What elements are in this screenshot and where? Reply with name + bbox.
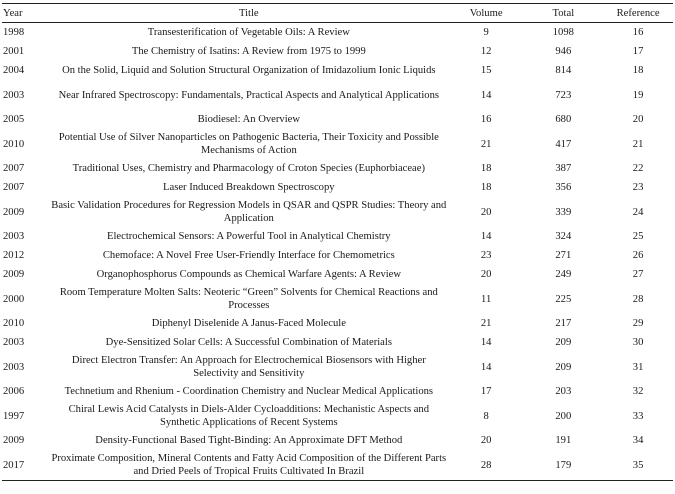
cell-title: Biodiesel: An Overview [197,114,300,125]
cell-total: 200 [555,410,572,422]
cell-year: 2012 [3,250,25,261]
cell-title: Technetium and Rhenium - Coordination Chemistry and Nuclear Medical Applications [64,386,434,397]
cell-reference: 29 [632,318,644,329]
cell-volume: 20 [480,435,492,446]
cell-reference: 22 [632,163,644,174]
cell-total: 225 [555,293,572,305]
table-row [2,110,673,129]
cell-title: Traditional Uses, Chemistry and Pharmacology of Croton Species (Euphorbiaceae) [72,163,425,174]
cell-total: 723 [555,89,572,101]
cell-reference: 21 [632,138,644,150]
cell-volume: 11 [481,293,492,305]
cell-reference: 25 [632,231,644,242]
table-row [2,61,673,80]
table-row [2,333,673,352]
cell-year: 2007 [3,163,25,174]
table-row [2,23,673,43]
cell-year: 1998 [3,27,25,38]
cell-volume: 20 [480,206,492,218]
cell-reference: 28 [632,293,644,305]
cell-reference: 27 [632,269,644,280]
cell-title: Density-Functional Based Tight-Binding: An Approximate DFT Method [95,435,403,446]
cell-total: 339 [555,206,572,218]
cell-title: Diphenyl Diselenide A Janus-Faced Molecule [151,318,346,329]
table-row [2,382,673,401]
cell-volume: 14 [480,231,492,242]
cell-title: Laser Induced Breakdown Spectroscopy [163,182,335,193]
cell-year: 2005 [3,114,25,125]
table-row [2,159,673,178]
cell-total: 814 [555,65,572,76]
cell-reference: 32 [632,386,644,397]
table-row [2,42,673,61]
table-row [2,80,673,110]
cell-title: Basic Validation Procedures for Regression Models in QSAR and QSPR Studies: Theory and Application [51,200,447,224]
cell-reference: 35 [632,459,644,471]
cell-title: Room Temperature Molten Salts: Neoteric “Green” Solvents for Chemical Reactions and Processes [59,287,438,311]
cell-reference: 16 [632,27,644,38]
table-row [2,246,673,265]
cell-volume: 23 [480,250,492,261]
cell-volume: 28 [480,459,492,471]
cell-total: 680 [555,114,572,125]
cell-reference: 17 [632,46,644,57]
cell-volume: 21 [480,318,492,329]
cell-volume: 14 [480,89,492,101]
cell-reference: 31 [632,361,644,373]
cell-year: 2009 [3,206,25,218]
cell-title: Potential Use of Silver Nanoparticles on Pathogenic Bacteria, Their Toxicity and Possible Mechanisms of Action [58,132,439,156]
cell-year: 2009 [3,269,25,280]
cell-volume: 21 [480,138,492,150]
cell-reference: 30 [632,337,644,348]
table-row [2,178,673,197]
cell-volume: 9 [483,27,489,38]
cell-total: 1098 [552,27,574,38]
cell-reference: 20 [632,114,644,125]
cell-year: 2003 [3,231,25,242]
cell-title: Transesterification of Vegetable Oils: A Review [147,27,350,38]
cell-total: 356 [555,182,572,193]
cell-reference: 34 [632,435,644,446]
cell-volume: 18 [480,182,492,193]
cell-total: 209 [555,361,572,373]
cell-year: 2007 [3,182,25,193]
table-row [2,227,673,246]
cell-title: Near Infrared Spectroscopy: Fundamentals, Practical Aspects and Analytical Applications [58,89,439,101]
cell-total: 191 [555,435,572,446]
header-volume: Volume [469,7,503,19]
cell-total: 209 [555,337,572,348]
citations-table [2,3,673,481]
cell-total: 217 [555,318,572,329]
table-row [2,129,673,159]
cell-year: 2000 [3,293,25,305]
cell-year: 2003 [3,337,25,348]
cell-year: 2004 [3,65,25,76]
cell-total: 387 [555,163,572,174]
cell-total: 249 [555,269,572,280]
header-total: Total [552,7,575,19]
cell-title: On the Solid, Liquid and Solution Structural Organization of Imidazolium Ionic Liquids [62,65,436,76]
table-row [2,450,673,481]
cell-title: Chemoface: A Novel Free User-Friendly Interface for Chemometrics [102,250,395,261]
header-year: Year [3,7,23,19]
cell-year: 2001 [3,46,25,57]
cell-volume: 14 [480,361,492,373]
cell-total: 271 [555,250,572,261]
cell-year: 2017 [3,459,25,471]
cell-total: 203 [555,386,572,397]
cell-volume: 20 [480,269,492,280]
cell-volume: 16 [480,114,492,125]
cell-reference: 18 [632,65,644,76]
cell-year: 2010 [3,318,25,329]
cell-total: 179 [555,459,572,471]
cell-year: 2009 [3,435,25,446]
cell-year: 2010 [3,138,25,150]
cell-volume: 8 [483,410,489,422]
cell-volume: 14 [480,337,492,348]
table-row [2,265,673,284]
cell-volume: 15 [480,65,492,76]
cell-title: Dye-Sensitized Solar Cells: A Successful Combination of Materials [105,337,392,348]
cell-total: 946 [555,46,572,57]
cell-reference: 33 [632,410,644,422]
cell-year: 2006 [3,386,25,397]
cell-total: 324 [555,231,572,242]
table-row [2,401,673,431]
cell-title: The Chemistry of Isatins: A Review from 1975 to 1999 [131,46,366,57]
header-title: Title [238,7,259,19]
cell-volume: 18 [480,163,492,174]
cell-year: 2003 [3,361,25,373]
table-row [2,284,673,314]
cell-volume: 17 [480,386,492,397]
cell-title: Organophosphorus Compounds as Chemical Warfare Agents: A Review [96,269,402,280]
cell-year: 2003 [3,89,25,101]
cell-title: Chiral Lewis Acid Catalysts in Diels-Alder Cycloadditions: Mechanistic Aspects and Synthetic Applications of Recent Systems [68,404,430,428]
cell-year: 1997 [3,410,25,422]
cell-title: Proximate Composition, Mineral Contents and Fatty Acid Composition of the Different Parts and Dried Peels of Tropical Fruits Cultivated In Brazil [51,453,447,477]
table-row [2,352,673,382]
table-row [2,197,673,227]
cell-reference: 24 [632,206,644,218]
cell-reference: 26 [632,250,644,261]
header-reference: Reference [616,7,660,19]
table-row [2,431,673,450]
cell-title: Direct Electron Transfer: An Approach for Electrochemical Biosensors with Higher Selectivity and Sensitivity [71,355,426,379]
cell-reference: 23 [632,182,644,193]
cell-title: Electrochemical Sensors: A Powerful Tool in Analytical Chemistry [107,231,391,242]
header-row [2,4,673,23]
cell-total: 417 [555,138,572,150]
cell-reference: 19 [632,89,644,101]
cell-volume: 12 [480,46,492,57]
table-row [2,314,673,333]
